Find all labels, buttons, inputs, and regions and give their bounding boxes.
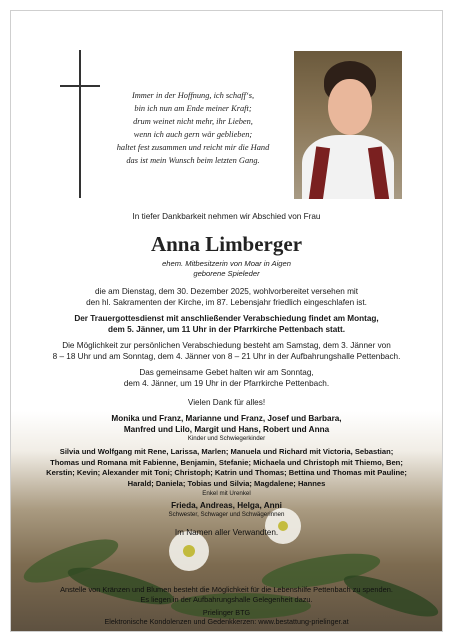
death-line-1: die am Dienstag, dem 30. Dezember 2025, wohlvorbereitet versehen mit: [94, 287, 359, 296]
donation-line-2: Es liegen in der Aufbahrungshalle Gelegenheit dazu.: [140, 595, 313, 604]
poem-line: wenn ich auch gern wär geblieben;: [133, 130, 253, 139]
death-line-2: den hl. Sakramenten der Kirche, im 87. Lebensjahr friedlich eingeschlafen ist.: [86, 298, 367, 307]
online-condolences-link[interactable]: Elektronische Kondolenzen und Gedenkkerzen: www.bestattung-prielinger.at: [104, 617, 349, 626]
subtitle-occupation: ehem. Mitbesitzerin von Moar in Aigen: [162, 259, 291, 268]
viewing-line-2: 8 – 18 Uhr und am Sonntag, dem 4. Jänner von 8 – 21 Uhr in der Aufbahrungshalle Pettenbach.: [52, 352, 401, 361]
grandchildren-line-4: Harald; Daniela; Tobias und Silvia; Magdalene; Hannes: [127, 478, 326, 488]
donation-line-1: Anstelle von Kränzen und Blumen besteht die Möglichkeit für die Lebenshilfe Pettenbach zu spenden.: [60, 585, 393, 594]
viewing-line-1: Die Möglichkeit zur persönlichen Verabschiedung besteht am Samstag, dem 3. Jänner von: [62, 341, 391, 350]
prayer-line-2: dem 4. Jänner, um 19 Uhr in der Pfarrkirche Pettenbach.: [123, 379, 330, 388]
poem-line: drum weinet nicht mehr, ihr Lieben,: [133, 117, 253, 126]
poem-line: das ist mein Wunsch beim letzten Gang.: [126, 156, 260, 165]
poem-line: Immer in der Hoffnung, ich schaff‘s,: [131, 91, 255, 100]
obituary-card: [10, 10, 443, 632]
children-label: Kinder und Schwiegerkinder: [187, 435, 266, 442]
thanks-text: Vielen Dank für alles!: [187, 398, 266, 407]
poem-line: haltet fest zusammen und reicht mir die Hand: [116, 143, 270, 152]
deceased-name: Anna Limberger: [150, 232, 303, 256]
grandchildren-line-1: Silvia und Wolfgang mit Rene, Larissa, Marlen; Manuela und Richard mit Victoria, Sebastian;: [59, 447, 394, 456]
subtitle-maiden-name: geborene Spieleder: [193, 269, 260, 278]
funeral-line-2: dem 5. Jänner, um 11 Uhr in der Pfarrkirche Pettenbach statt.: [107, 325, 346, 334]
poem: [103, 89, 283, 167]
cross-icon: [60, 50, 100, 198]
poem-line: bin ich nun am Ende meiner Kraft;: [134, 104, 252, 113]
grandchildren-label: Enkel mit Urenkel: [202, 490, 251, 497]
grandchildren-line-3: Kerstin; Kevin; Alexander mit Toni; Christoph; Katrin und Thomas; Bettina und Thomas mit Pauline;: [46, 468, 407, 477]
funeral-home-name: Prielinger BTG: [202, 608, 251, 617]
intro-text: In tiefer Dankbarkeit nehmen wir Abschied von Frau: [132, 212, 321, 221]
siblings-label: Schwester, Schwager und Schwägerinnen: [168, 511, 285, 518]
grandchildren-line-2: Thomas und Romana mit Fabienne, Benjamin, Stefanie; Michaela und Christoph mit Thiemo, Ben;: [50, 457, 403, 467]
siblings-line: Frieda, Andreas, Helga, Anni: [171, 501, 282, 510]
children-line-1: Monika und Franz, Marianne und Franz, Josef und Barbara,: [111, 414, 342, 423]
portrait-photo: [294, 51, 402, 199]
funeral-line-1: Der Trauergottesdienst mit anschließender Verabschiedung findet am Montag,: [74, 314, 379, 323]
children-line-2: Manfred und Lilo, Margit und Hans, Robert und Anna: [123, 425, 330, 434]
all-relatives-text: Im Namen aller Verwandten.: [174, 528, 279, 537]
prayer-line-1: Das gemeinsame Gebet halten wir am Sonntag,: [139, 368, 314, 377]
